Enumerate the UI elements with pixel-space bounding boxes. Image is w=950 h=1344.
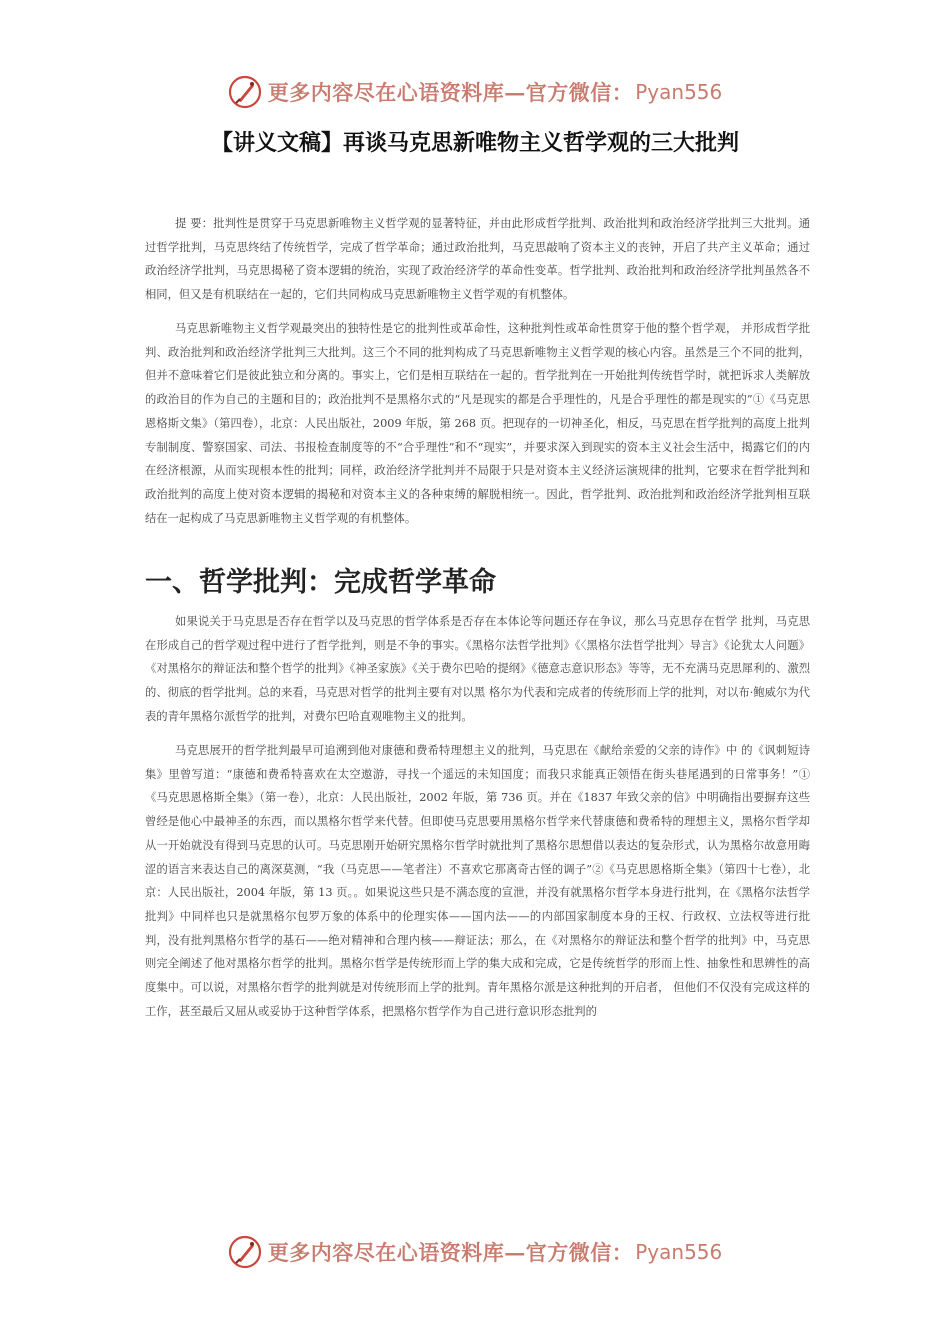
document-title: 【讲义文稿】再谈马克思新唯物主义哲学观的三大批判 xyxy=(210,131,739,156)
feather-pen-logo xyxy=(228,75,262,109)
abstract-paragraph: 提 要：批判性是贯穿于马克思新唯物主义哲学观的显著特征，并由此形成哲学批判、政治批判和政治经济学批判三大批判。通过哲学批判，马克思终结了传统哲学，完成了哲学革命；通过政治批判，马克思敲响了资本主义的丧钟，开启了共产主义革命；通过政治经济学批判，马克思揭秘了资本逻辑的统治，实现了政治经济学的革命性变革。哲学批判、政治批判和政治经济学批判虽然各不相同，但又是有机联结在一起的，它们共同构成马克思新唯物主义哲学观的有机整体。 xyxy=(145,217,810,302)
intro-paragraph: 马克思新唯物主义哲学观最突出的独特性是它的批判性或革命性，这种批判性或革命性贯穿于他的整个哲学观， 并形成哲学批判、政治批判和政治经济学批判三大批判。这三个不同的批判构成了马克思新唯物主义哲学观的核心内容。虽然是三个不同的批判，但并不意味着它们是彼此独立和分离的。事实上，它们是相互联结在一起的。哲学批判在一开始批判传统哲学时，就把诉求人类解放的政治目的作为自己的主题和目的；政治批判不是黑格尔式的“凡是现实的都是合乎理性的，凡是合乎理性的都是现实的”①《马克思恩格斯文集》（第四卷），北京：人民出版社，2009 年版，第 268 页。把现存的一切神圣化，相反，马克思在哲学批判的高度上批判专制制度、警察国家、司法、书报检查制度等的不“合乎理性”和不“现实”，并要求深入到现实的资本主义社会生活中，揭露它们的内在经济根源，从而实现根本性的批判；同样，政治经济学批判并不局限于只是对资本主义经济运演规律的批判，它要求在哲学批判和政治批判的高度上使对资本逻辑的揭秘和对资本主义的各种束缚的解脱相统一。因此，哲学批判、政治批判和政治经济学批判相互联结在一起构成了马克思新唯物主义哲学观的有机整体。 xyxy=(145,322,810,525)
footer-banner xyxy=(0,1232,950,1272)
section1-paragraph-2: 马克思展开的哲学批判最早可追溯到他对康德和费希特理想主义的批判，马克思在《献给亲爱的父亲的诗作》中 的《讽刺短诗集》里曾写道：“康德和费希特喜欢在太空遨游，寻找一个遥远的未知国度；而我只求能真正领悟在街头巷尾遇到的日常事务！”①《马克思恩格斯全集》（第一卷），北京：人民出版社，2002 年版，第 736 页。并在《1837 年致父亲的信》中明确指出要摒弃这些曾经是他心中最神圣的东西，而以黑格尔哲学来代替。但即使马克思要用黑格尔哲学来代替康德和费希特的理想主义，黑格尔哲学却从一开始就没有得到马克思的认可。马克思刚开始研究黑格尔哲学时就批判了黑格尔思想借以表达的复杂形式，认为黑格尔故意用晦涩的语言来表达自己的离深莫测，“我（马克思——笔者注）不喜欢它那离奇古怪的调子”②《马克思恩格斯全集》（第四十七卷），北京：人民出版社，2004 年版，第 13 页。。如果说这些只是不满态度的宣泄，并没有就黑格尔哲学本身进行批判，在《黑格尔法哲学批判》中同样也只是就黑格尔包罗万象的体系中的伦理实体——国内法——的内部国家制度本身的王权、行政权、立法权等进行批判，没有批判黑格尔哲学的基石——绝对精神和合理内核——辩证法；那么，在《对黑格尔的辩证法和整个哲学的批判》中，马克思则完全阐述了他对黑格尔哲学的批判。黑格尔哲学是传统形而上学的集大成和完成，它是传统哲学的形而上性、抽象性和思辨性的高度集中。可以说，对黑格尔哲学的批判就是对传统形而上学的批判。青年黑格尔派是这种批判的开启者， 但他们不仅没有完成这样的工作，甚至最后又屈从或妥协于这种哲学体系，把黑格尔哲学作为自己进行意识形态批判的 xyxy=(145,744,810,1018)
banner-text: 更多内容尽在心语资料库—官方微信： xyxy=(267,80,634,105)
banner-wechat-id: Pyan556 xyxy=(635,1240,723,1264)
section1-paragraph-1: 如果说关于马克思是否存在哲学以及马克思的哲学体系是否存在本体论等问题还存在争议，那么马克思存在哲学 批判，马克思在形成自己的哲学观过程中进行了哲学批判，则是不争的事实。《黑格尔法哲学批判》《〈黑格尔法哲学批判〉导言》《论犹太人问题》《对黑格尔的辩证法和整个哲学的批判》《神圣家族》《关于费尔巴哈的提纲》《德意志意识形态》等等，无不充满马克思犀利的、激烈的、彻底的哲学批判。总的来看，马克思对哲学的批判主要有对以黑 格尔为代表和完成者的传统形而上学的批判，对以布·鲍威尔为代表的青年黑格尔派哲学的批判，对费尔巴哈直观唯物主义的批判。 xyxy=(145,615,810,723)
banner-wechat-id: Pyan556 xyxy=(635,80,723,104)
header-banner xyxy=(0,72,950,112)
feather-pen-logo xyxy=(228,1235,262,1269)
banner-text: 更多内容尽在心语资料库—官方微信： xyxy=(267,1240,634,1265)
section-heading: 一、哲学批判：完成哲学革命 xyxy=(145,567,496,598)
